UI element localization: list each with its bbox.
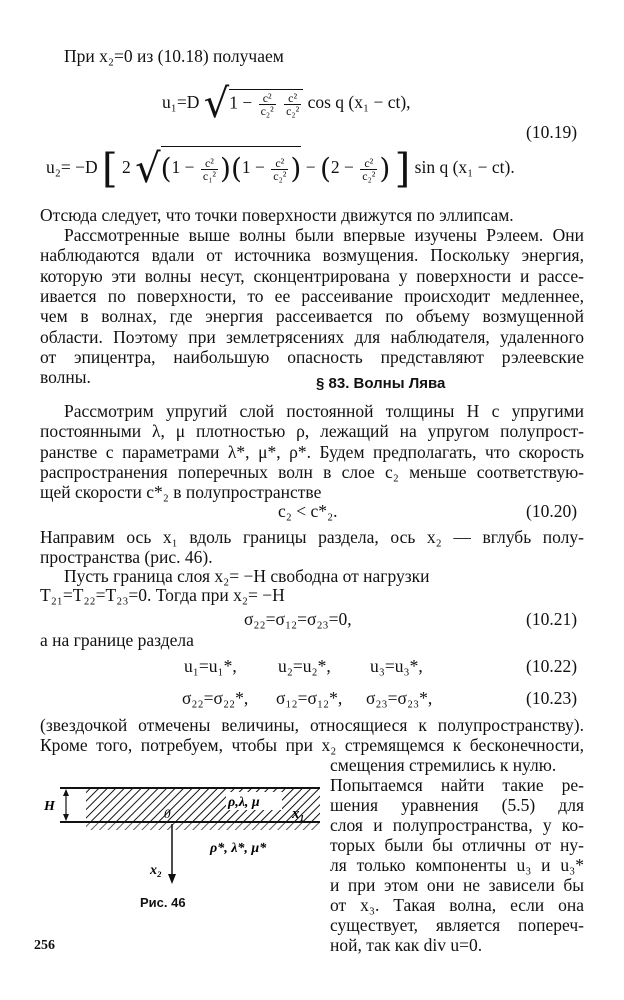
- para2-line: Рассмотренные выше волны были впервые изучены Рэлеем. Они: [64, 225, 584, 245]
- height-arrow-head-bottom: [63, 814, 69, 821]
- right-col-line: торых были бы отличны от ну-: [330, 835, 584, 855]
- paragraph-ellipse: Отсюда следует, что точки поверхности движутся по эллипсам.: [40, 205, 514, 225]
- sqrt-symbol: √: [135, 146, 161, 192]
- frac-num: c²: [201, 157, 218, 170]
- eq-u1-tail: cos q (x₁ − ct),: [307, 92, 411, 113]
- frac-num: c²: [360, 157, 377, 170]
- paren: (: [230, 152, 242, 185]
- para2-line: волны.: [40, 367, 91, 387]
- layer-hatch: [86, 788, 320, 822]
- one-minus: 1 −: [241, 157, 265, 178]
- para4-line: пространства (рис. 46).: [40, 547, 213, 567]
- frac-den: c₂²: [286, 103, 300, 118]
- para2-line: которую эти волны несут, сконцентрирована у поверхности и рассе-: [40, 266, 584, 286]
- x2-arrow-head: [168, 874, 176, 884]
- frac-num: c²: [259, 92, 276, 105]
- para2-line: области. Поэтому при землетрясениях для наблюдателя, удаленного: [40, 327, 584, 347]
- right-col-line: от x₃. Такая волна, если она: [330, 895, 584, 915]
- equation-u2: [46, 146, 515, 192]
- intro-line: При x₂=0 из (10.18) получаем: [64, 46, 284, 66]
- paren: (: [319, 152, 331, 185]
- paren: (: [160, 152, 172, 185]
- paren: ): [290, 152, 302, 185]
- eq-10-22-c: u₃=u₃*,: [370, 656, 423, 676]
- right-col-line: слоя и полупространства, у ко-: [330, 815, 584, 835]
- section-title: § 83. Волны Лява: [316, 375, 446, 392]
- para2-line: наблюдаются вдали от источника возмущения. Поскольку энергия,: [40, 245, 584, 265]
- right-col-line: Попытаемся найти такие ре-: [330, 775, 584, 795]
- para2-line: ивается по поверхности, то ее рассеивание происходит медленнее,: [40, 286, 584, 306]
- label-origin: 0: [164, 806, 171, 821]
- para2-line: от эпицентра, наибольшую опасность представляют рэлеевские: [40, 347, 584, 367]
- right-col-line: существует, является попереч-: [330, 915, 584, 935]
- fraction-c2-over-c2s: [259, 92, 276, 117]
- para3-line: щей скорости c*₂ в полупространстве: [40, 482, 322, 502]
- eq-10-23-b: σ₁₂=σ₁₂*,: [276, 688, 343, 708]
- eq-u1-lhs: u₁=D: [162, 92, 200, 113]
- frac-den: c₂²: [260, 103, 274, 118]
- one-minus: 1 −: [171, 157, 195, 178]
- page-number: 256: [34, 938, 55, 953]
- half-space-hatch: [86, 822, 320, 830]
- equation-10-20: c₂ < c*₂.: [278, 501, 338, 521]
- left-bracket: [: [101, 146, 118, 192]
- figure-caption: Рис. 46: [140, 895, 186, 910]
- para3-line: Рассмотрим упругий слой постоянной толщины H с упругими: [64, 401, 584, 421]
- fraction-c2-c2s-b: [360, 157, 377, 182]
- equation-label-10-19: (10.19): [526, 122, 578, 142]
- para2-line: чем в волнах, где энергия рассеивается по объему возмущенной: [40, 306, 584, 326]
- fraction-c2-c2s: [271, 157, 288, 182]
- equation-label-10-22: (10.22): [526, 656, 578, 676]
- right-col-line: шения уравнения (5.5) для: [330, 795, 584, 815]
- para3-line: ранстве с параметрами λ*, μ*, ρ*. Будем предполагать, что скорость: [40, 442, 584, 462]
- fraction-c2-c1s: [201, 157, 218, 182]
- paren: ): [379, 152, 391, 185]
- sqrt-symbol: √: [203, 81, 230, 127]
- equation-10-21: σ₂₂=σ₁₂=σ₂₃=0,: [244, 609, 352, 629]
- label-H: H: [44, 799, 55, 814]
- label-layer-params: ρ,λ, μ: [228, 795, 260, 810]
- para6-line: (звездочкой отмечены величины, относящиеся к полупространству).: [40, 715, 584, 735]
- right-col-line: ной, так как div u=0.: [330, 935, 483, 955]
- para6-line: Кроме того, потребуем, чтобы при x₂ стремящемся к бесконечности,: [40, 735, 584, 755]
- eq-10-23-a: σ₂₂=σ₂₂*,: [182, 688, 249, 708]
- frac-num: c²: [284, 92, 301, 105]
- figure-46-diagram: [40, 770, 320, 900]
- equation-label-10-21: (10.21): [526, 609, 578, 629]
- right-col-line: смещения стремились к нулю.: [330, 755, 557, 775]
- para5-line: T₂₁=T₂₂=T₂₃=0. Тогда при x₂= −H: [40, 585, 285, 605]
- height-arrow-head-top: [63, 789, 69, 796]
- fraction-c2-over-c2s-b: [284, 92, 301, 117]
- eq-10-22-a: u₁=u₁*,: [184, 656, 237, 676]
- right-col-line: и при этом они не зависели бы: [330, 875, 584, 895]
- paren: ): [220, 152, 231, 185]
- eq-u2-lhs: u₂= −D: [46, 157, 98, 178]
- sqrt-radicand: [229, 89, 303, 117]
- boundary-line: а на границе раздела: [40, 630, 194, 650]
- two-minus: 2 −: [330, 157, 354, 178]
- label-half-space-params: ρ*, λ*, μ*: [210, 841, 267, 856]
- equation-label-10-23: (10.23): [526, 688, 578, 708]
- right-bracket: ]: [394, 146, 411, 192]
- para3-line: распространения поперечных волн в слое c₂ меньше соответствую-: [40, 462, 584, 482]
- sqrt-radicand: [161, 146, 302, 189]
- label-x1: x₁: [292, 806, 305, 822]
- eq-u2-mid: −: [305, 157, 316, 178]
- label-x2: x₂: [150, 863, 162, 878]
- eq-u2-two: 2: [121, 157, 131, 178]
- equation-u1: [162, 81, 411, 127]
- frac-num: c²: [271, 157, 288, 170]
- eq-u2-tail: sin q (x₁ − ct).: [414, 157, 515, 178]
- eq-u1-one-minus: 1 −: [229, 92, 253, 113]
- eq-10-22-b: u₂=u₂*,: [278, 656, 331, 676]
- frac-den: c₂²: [273, 168, 287, 183]
- right-col-line: ля только компоненты u₃ и u₃*: [330, 855, 584, 875]
- eq-10-23-c: σ₂₃=σ₂₃*,: [366, 688, 433, 708]
- para3-line: постоянными λ, μ плотностью ρ, лежащий на упругом полупрост-: [40, 421, 584, 441]
- frac-den: c₁²: [202, 168, 217, 183]
- para4-line: Направим ось x₁ вдоль границы раздела, ось x₂ — вглубь полу-: [40, 527, 584, 547]
- equation-label-10-20: (10.20): [526, 501, 578, 521]
- frac-den: c₂²: [362, 168, 376, 183]
- para5-line: Пусть граница слоя x₂= −H свободна от нагрузки: [64, 566, 430, 586]
